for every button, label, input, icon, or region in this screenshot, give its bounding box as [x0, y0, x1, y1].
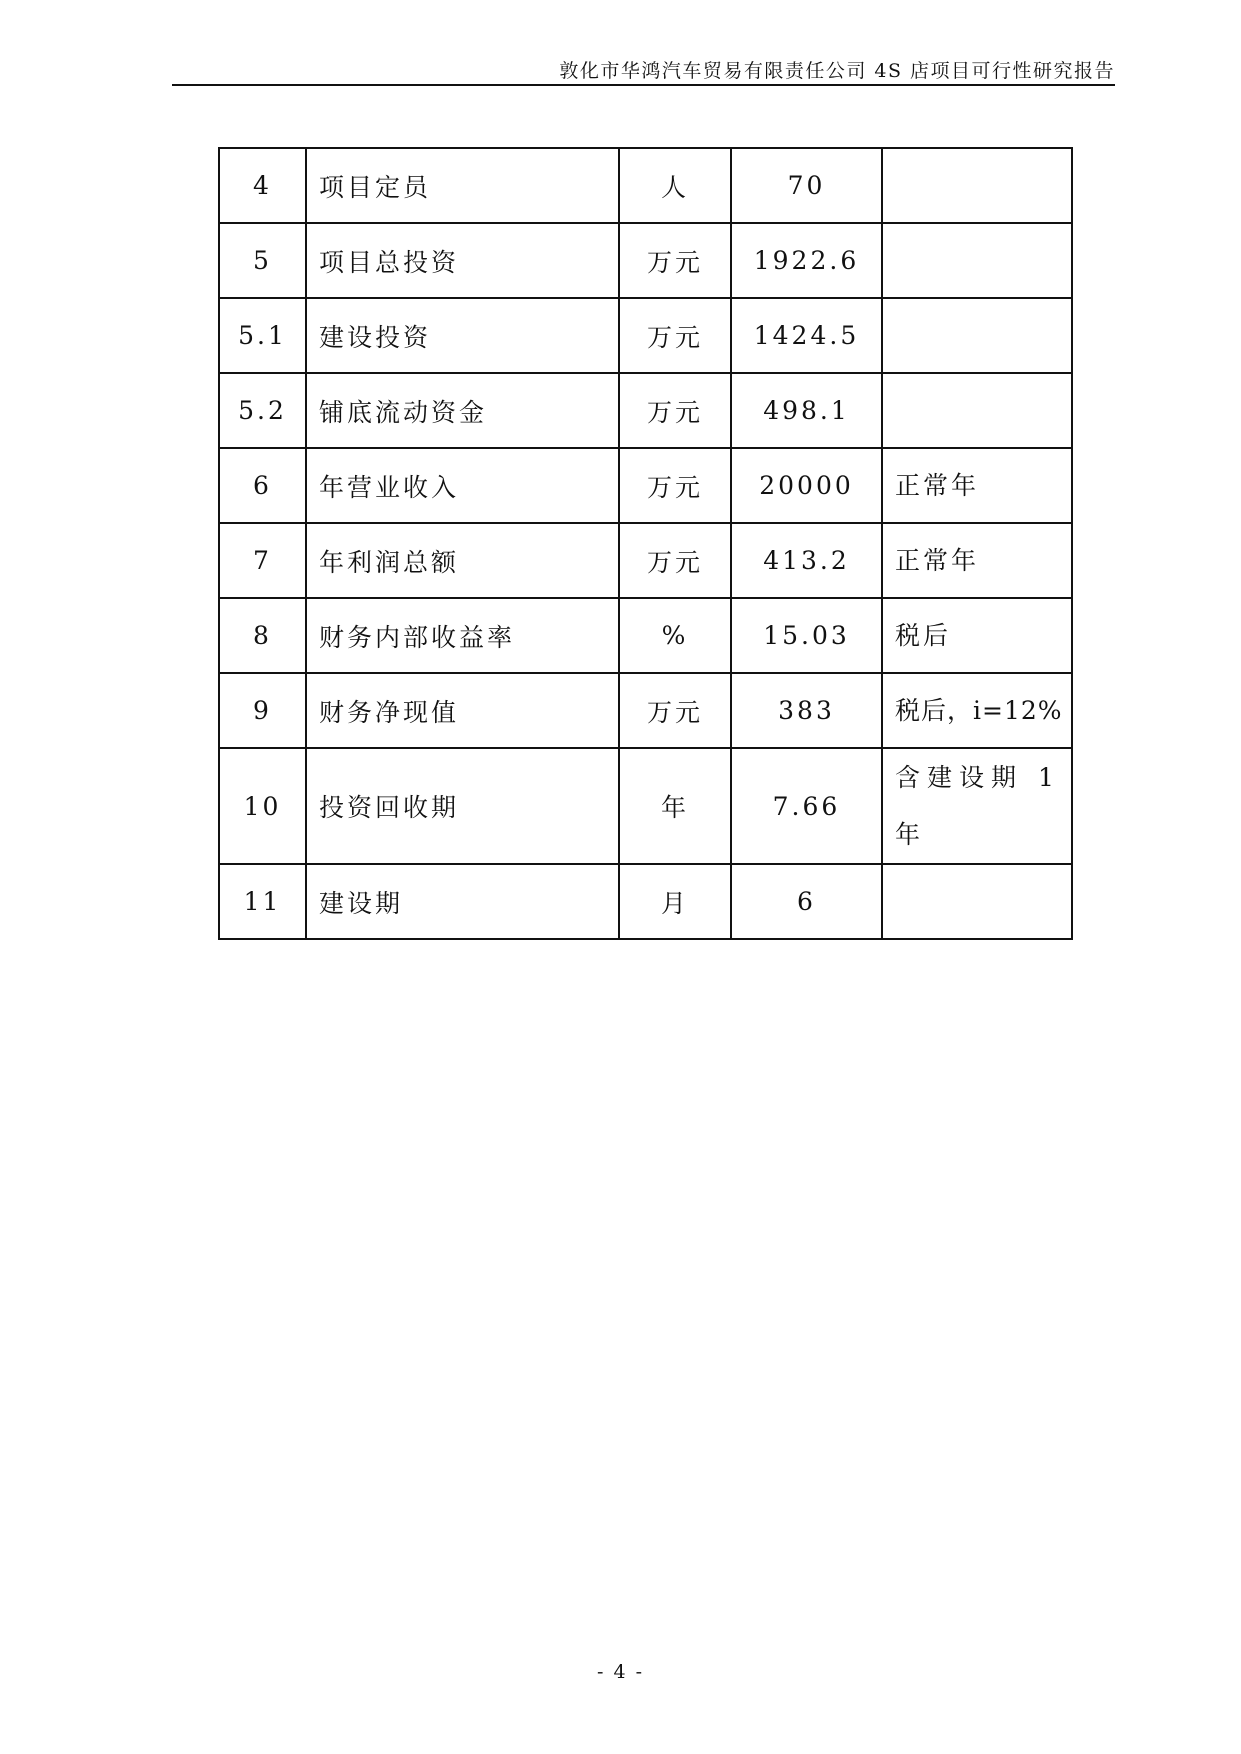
item-name: 铺底流动资金: [306, 373, 619, 448]
item-value: 20000: [731, 448, 882, 523]
table-row: [219, 864, 1072, 939]
item-note: [882, 373, 1072, 448]
item-note: [882, 223, 1072, 298]
item-unit: 年: [619, 748, 731, 864]
item-unit: 月: [619, 864, 731, 939]
table-row: [219, 148, 1072, 223]
row-number: 4: [219, 148, 306, 223]
item-note: 正常年: [882, 448, 1072, 523]
item-note: [882, 298, 1072, 373]
table-row: [219, 598, 1072, 673]
item-note: [882, 148, 1072, 223]
item-name: 年营业收入: [306, 448, 619, 523]
item-name: 项目定员: [306, 148, 619, 223]
table-row: [219, 673, 1072, 748]
item-note: 正常年: [882, 523, 1072, 598]
item-value: 383: [731, 673, 882, 748]
page-number: - 4 -: [596, 1661, 644, 1683]
row-number: 8: [219, 598, 306, 673]
item-note: 税后，i=12%: [882, 673, 1072, 748]
item-value: 15.03: [731, 598, 882, 673]
item-name: 财务内部收益率: [306, 598, 619, 673]
item-name: 年利润总额: [306, 523, 619, 598]
row-number: 5.2: [219, 373, 306, 448]
item-value: 70: [731, 148, 882, 223]
item-unit: 万元: [619, 673, 731, 748]
item-value: 1922.6: [731, 223, 882, 298]
item-unit: %: [619, 598, 731, 673]
row-number: 5.1: [219, 298, 306, 373]
item-value: 1424.5: [731, 298, 882, 373]
item-name: 建设投资: [306, 298, 619, 373]
table-row: [219, 298, 1072, 373]
table-row: [219, 748, 1072, 864]
row-number: 9: [219, 673, 306, 748]
item-note: [882, 864, 1072, 939]
item-unit: 万元: [619, 523, 731, 598]
row-number: 10: [219, 748, 306, 864]
page-header-title: 敦化市华鸿汽车贸易有限责任公司 4S 店项目可行性研究报告: [559, 60, 1115, 82]
item-note: 含建设期 1 年: [882, 748, 1072, 864]
item-name: 财务净现值: [306, 673, 619, 748]
item-name: 项目总投资: [306, 223, 619, 298]
item-unit: 万元: [619, 223, 731, 298]
item-unit: 万元: [619, 448, 731, 523]
row-number: 7: [219, 523, 306, 598]
row-number: 5: [219, 223, 306, 298]
item-name: 建设期: [306, 864, 619, 939]
item-value: 498.1: [731, 373, 882, 448]
item-value: 7.66: [731, 748, 882, 864]
header-rule: [172, 84, 1115, 86]
table-row: [219, 373, 1072, 448]
item-unit: 万元: [619, 373, 731, 448]
table-row: [219, 523, 1072, 598]
indicator-table: [218, 147, 1073, 940]
row-number: 6: [219, 448, 306, 523]
table-row: [219, 448, 1072, 523]
table-row: [219, 223, 1072, 298]
item-name: 投资回收期: [306, 748, 619, 864]
item-note: 税后: [882, 598, 1072, 673]
item-value: 413.2: [731, 523, 882, 598]
item-unit: 人: [619, 148, 731, 223]
item-unit: 万元: [619, 298, 731, 373]
row-number: 11: [219, 864, 306, 939]
item-value: 6: [731, 864, 882, 939]
